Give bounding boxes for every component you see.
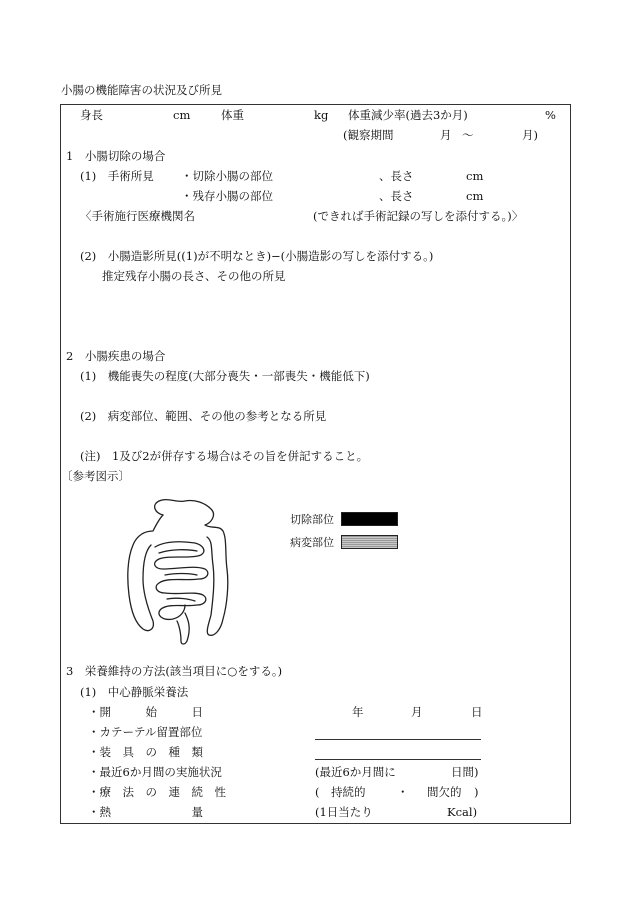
reference-figure-label: 〔参考図示〕 (61, 469, 130, 483)
recent-status-label: ・最近6か月間の実施状況 (88, 765, 222, 779)
recent-status-unit: 日間) (451, 765, 479, 779)
lesion-findings: (2) 病変部位、範囲、その他の参考となる所見 (80, 409, 327, 423)
institution-label: 〈手術施行医療機関名 (80, 209, 195, 223)
continuity-close: ) (474, 785, 479, 799)
weight-label: 体重 (221, 108, 244, 122)
contrast-findings-sub: 推定残存小腸の長さ、その他の所見 (102, 269, 286, 283)
legend-resected-label: 切除部位 (290, 513, 334, 526)
start-month-unit: 月 (411, 705, 423, 719)
device-type-underline[interactable] (315, 759, 481, 760)
remaining-length-unit: cm (466, 189, 484, 203)
document-title: 小腸の機能障害の状況及び所見 (61, 83, 222, 97)
calories-unit: Kcal) (447, 805, 478, 819)
remaining-site-label: ・残存小腸の部位 (181, 189, 273, 203)
catheter-site-label: ・カテーテル留置部位 (88, 725, 203, 739)
legend-lesion-label: 病変部位 (290, 536, 334, 549)
surgery-findings-label: (1) 手術所見 (80, 169, 154, 183)
calories-value: (1日当たり (315, 805, 373, 819)
height-label: 身長 (80, 108, 103, 122)
start-day-unit: 日 (471, 705, 483, 719)
legend-resected-swatch (341, 512, 398, 526)
start-year-unit: 年 (352, 705, 364, 719)
cvn-label: (1) 中心静脈栄養法 (80, 685, 189, 699)
coexist-note: (注) 1及び2が併存する場合はその旨を併記すること。 (80, 449, 369, 463)
continuity-label: ・療 法 の 連 続 性 (88, 785, 226, 799)
section2-heading: 2 小腸疾患の場合 (66, 349, 166, 363)
continuity-continuous[interactable]: 持続的 (331, 785, 366, 799)
observation-tilde: 〜 (462, 128, 474, 142)
resected-length-label: 、長さ (379, 169, 414, 183)
resected-site-label: ・切除小腸の部位 (181, 169, 273, 183)
loss-rate-label: 体重減少率(過去3か月) (348, 108, 468, 122)
section3-heading: 3 栄養維持の方法(該当項目に○をする。) (66, 664, 283, 678)
height-unit: cm (173, 108, 191, 122)
start-date-label: ・開 始 日 (88, 705, 203, 719)
resected-length-unit: cm (466, 169, 484, 183)
calories-label: ・熱 量 (88, 805, 203, 819)
continuity-separator: ・ (397, 785, 409, 799)
institution-note: (できれば手術記録の写しを添付する。)〉 (313, 209, 524, 223)
observation-month-end: 月) (522, 128, 538, 142)
recent-status-value: (最近6か月間に (315, 765, 396, 779)
observation-month-start: 月 (440, 128, 452, 142)
function-loss-degree: (1) 機能喪失の程度(大部分喪失・一部喪失・機能低下) (80, 369, 370, 383)
intestine-illustration (115, 495, 245, 650)
legend-lesion-swatch (341, 535, 398, 549)
continuity-intermittent[interactable]: 間欠的 (427, 785, 462, 799)
device-type-label: ・装 具 の 種 類 (88, 745, 203, 759)
remaining-length-label: 、長さ (379, 189, 414, 203)
observation-period: (観察期間 (343, 128, 394, 142)
weight-unit: kg (314, 108, 329, 122)
catheter-site-underline[interactable] (315, 739, 481, 740)
continuity-open: ( (315, 785, 320, 799)
contrast-findings-label: (2) 小腸造影所見((1)が不明なとき)−(小腸造影の写しを添付する。) (80, 249, 434, 263)
section1-heading: 1 小腸切除の場合 (66, 149, 166, 163)
loss-rate-unit: % (545, 108, 556, 122)
